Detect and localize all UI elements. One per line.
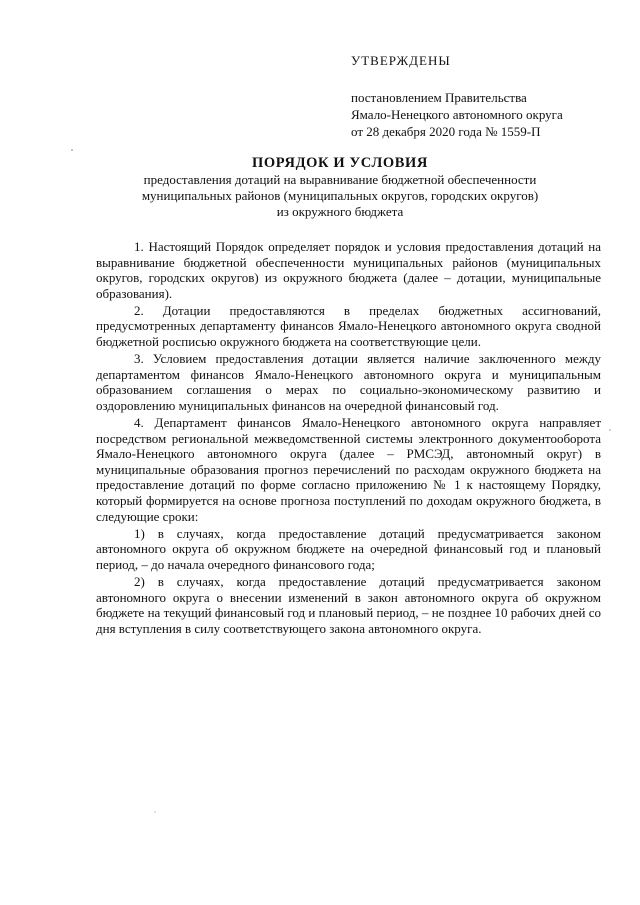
subparagraph-2: 2) в случаях, когда предоставление дотаций предусматривается законом автономного округа о внесении изменений в закон автономного округа об окружном бюджете на текущий финансовый год и плановый период, – не позднее 10 рабочих дней со дня вступления в силу соответствующего закона автономного округа. — [96, 573, 601, 636]
paragraph-2: 2. Дотации предоставляются в пределах бюджетных ассигнований, предусмотренных департаменту финансов Ямало-Ненецкого автономного округа сводной бюджетной росписью окружного бюджета на соответствующие цели. — [96, 302, 601, 350]
subtitle-line-3: из окружного бюджета — [276, 204, 404, 219]
subtitle-line-1: предоставления дотаций на выравнивание бюджетной обеспеченности — [143, 172, 537, 187]
approval-line-3: от 28 декабря 2020 года № 1559-П — [351, 124, 541, 139]
approved-label: УТВЕРЖДЕНЫ — [351, 53, 451, 68]
subtitle-line-2: муниципальных районов (муниципальных округов, городских округов) — [141, 188, 539, 203]
document-body — [96, 239, 601, 638]
approval-stamp — [351, 52, 621, 140]
paragraph-3: 3. Условием предоставления дотации является наличие заключенного между департаментом финансов Ямало-Ненецкого автономного округа и муниципальным образованием соглашения о мерах по социально-экономическому развитию и оздоровлению муниципальных финансов на очередной финансовый год. — [96, 351, 601, 413]
title-block — [80, 155, 600, 220]
approval-line-1: постановлением Правительства — [351, 90, 527, 105]
paragraph-4: 4. Департамент финансов Ямало-Ненецкого автономного округа направляет посредством региональной межведомственной системы электронного документооборота Ямало-Ненецкого автономного округа (далее – РМСЭД, автономный округ) в муниципальные образования прогноз перечислений по расходам окружного бюджета на предоставление дотаций по форме согласно приложению № 1 к настоящему Порядку, который формируется на основе прогноза поступлений по доходам окружного бюджета, в следующие сроки: — [96, 415, 601, 524]
document-subtitle — [80, 172, 600, 220]
document-title: ПОРЯДОК И УСЛОВИЯ — [252, 155, 428, 171]
paragraph-1: 1. Настоящий Порядок определяет порядок и условия предоставления дотаций на выравнивание бюджетной обеспеченности муниципальных районов (муниципальных округов, городских округов) из окружного бюджета (далее – дотации, муниципальные образования). — [96, 239, 601, 301]
subparagraph-1: 1) в случаях, когда предоставление дотаций предусматривается законом автономного округа об окружном бюджете на очередной финансовый год и плановый период, – до начала очередного финансового года; — [96, 525, 601, 572]
approval-line-2: Ямало-Ненецкого автономного округа — [351, 107, 563, 122]
